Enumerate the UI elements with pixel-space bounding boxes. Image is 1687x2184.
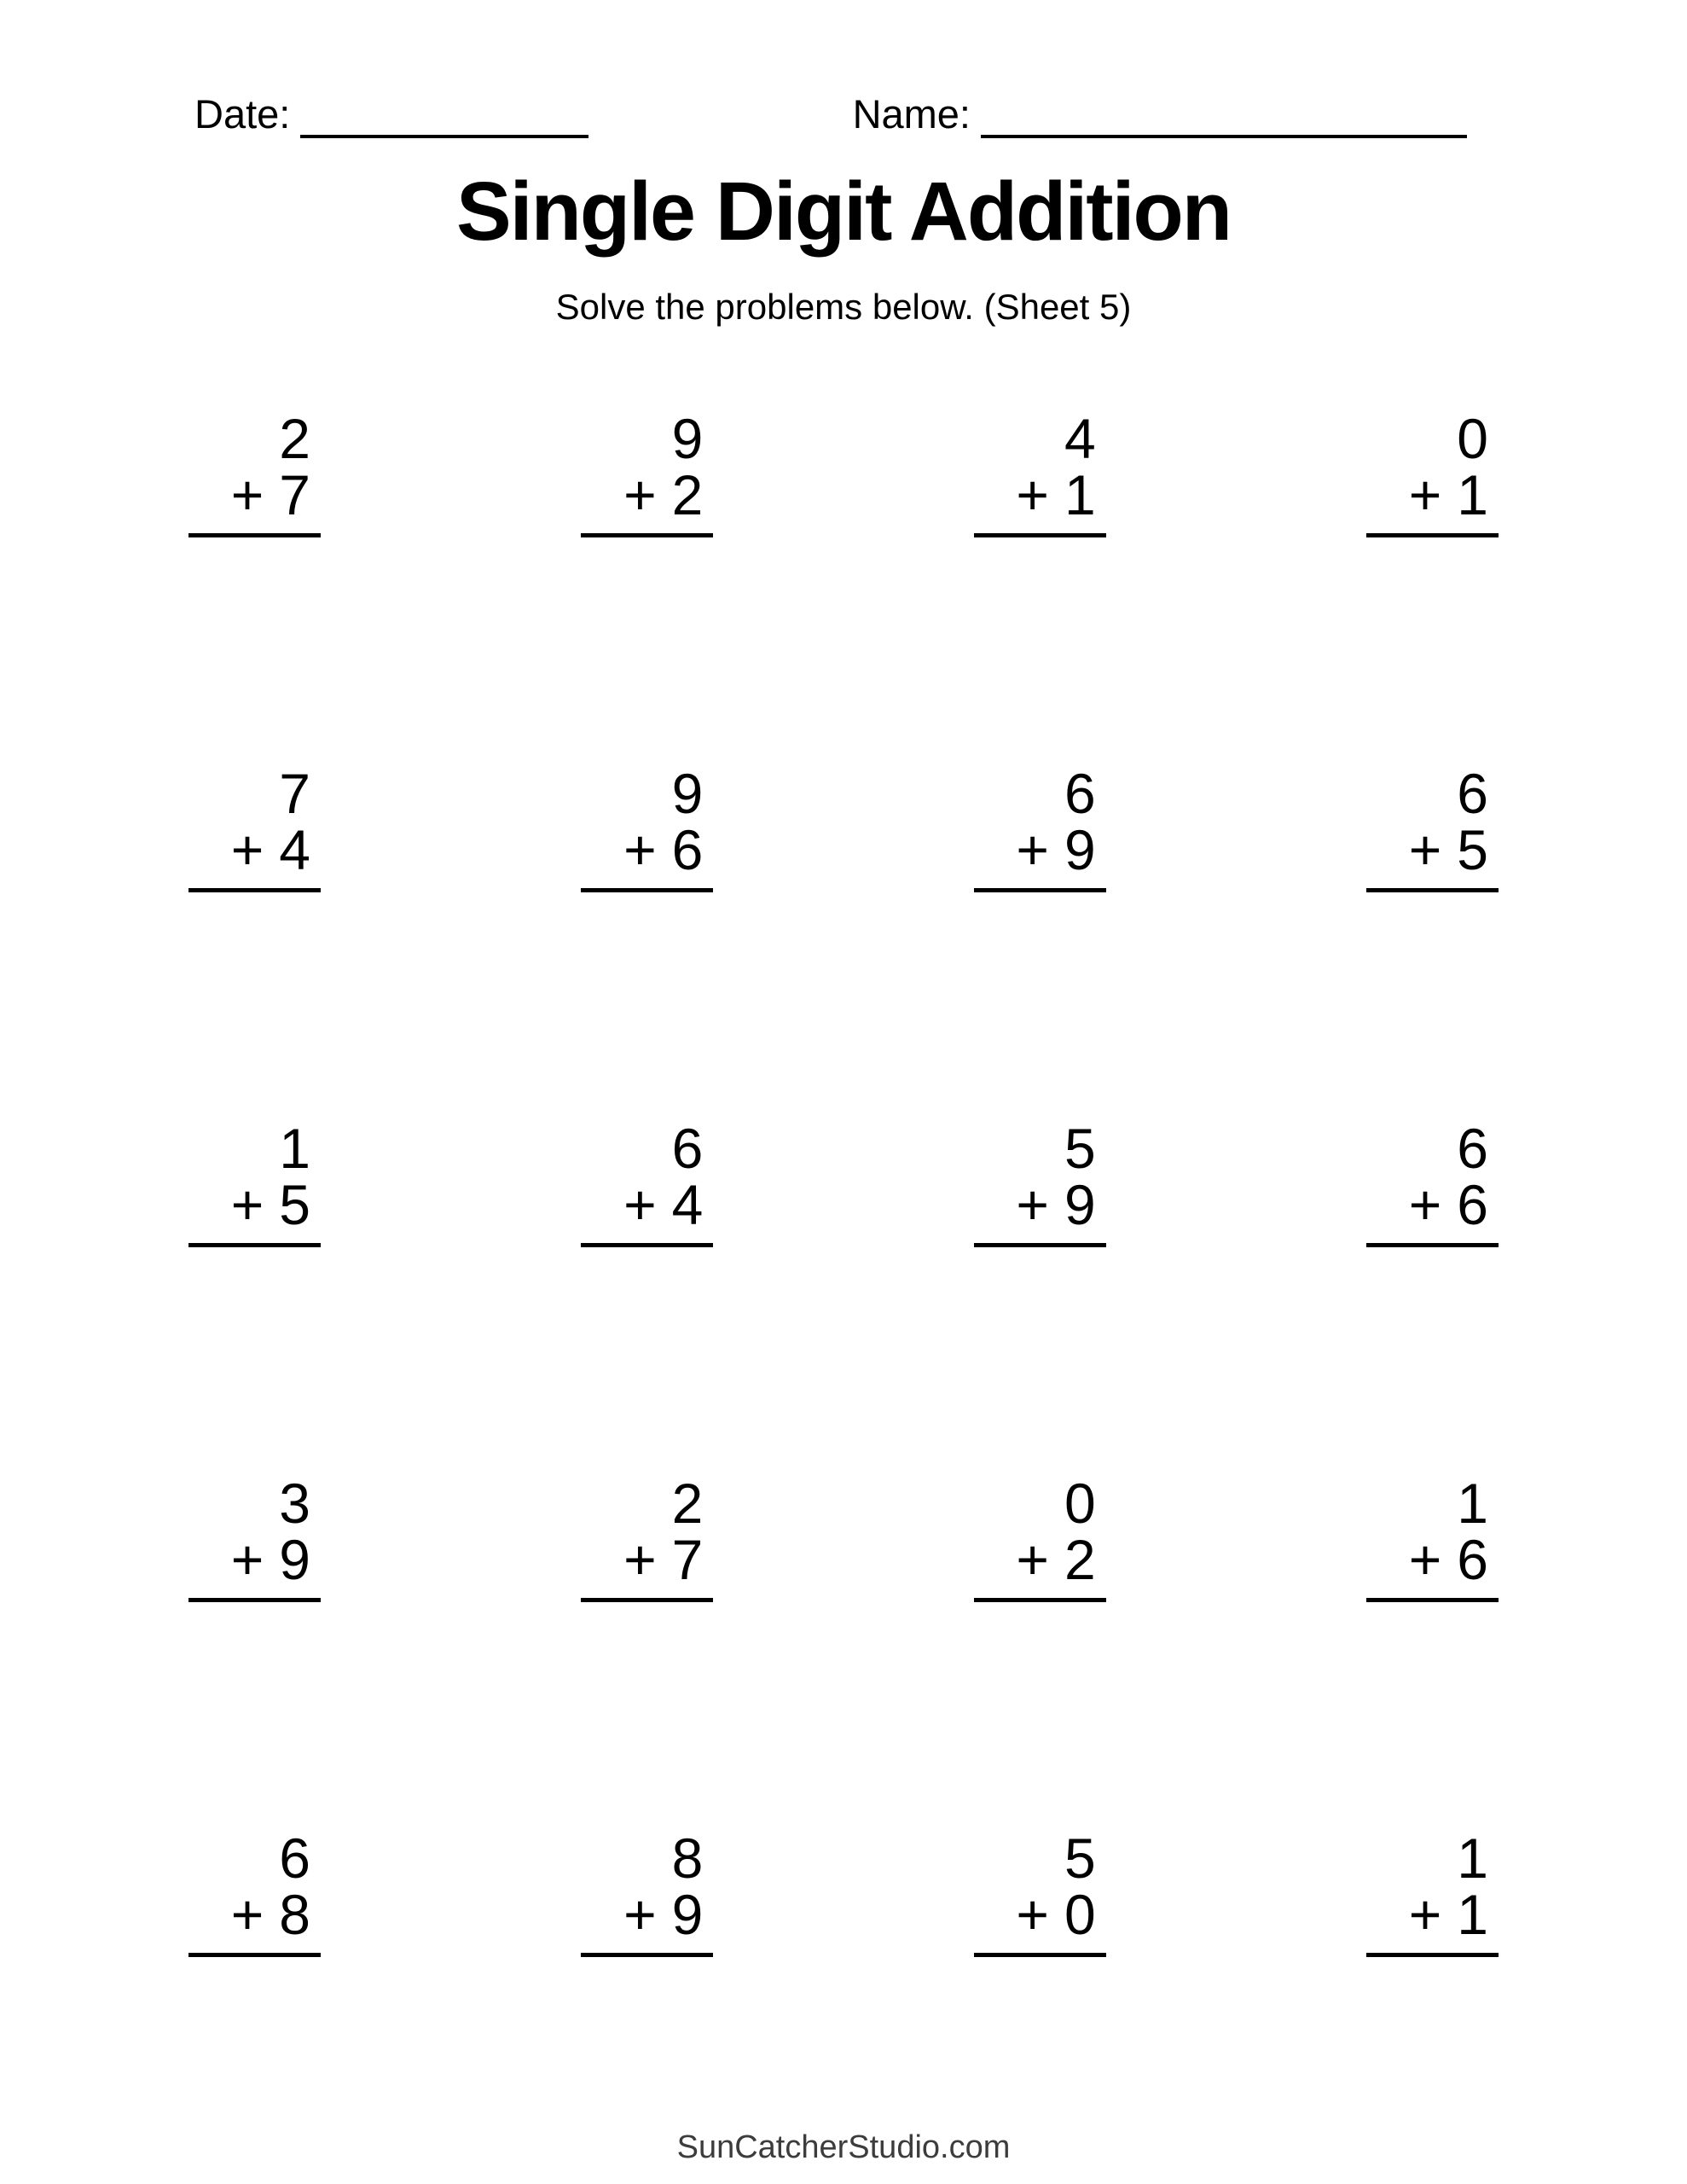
top-addend: 1	[1457, 1827, 1488, 1890]
bottom-addend: 5	[1457, 818, 1488, 881]
addition-problem	[581, 1827, 713, 1957]
answer-line	[1366, 888, 1499, 892]
top-addend: 6	[1457, 762, 1488, 825]
answer-line	[581, 888, 713, 892]
name-label: Name:	[852, 91, 971, 136]
plus-operator-icon: +	[230, 818, 264, 881]
top-addend: 6	[1457, 1117, 1488, 1180]
answer-line	[188, 533, 321, 537]
plus-operator-icon: +	[623, 1528, 657, 1591]
top-addend: 0	[1064, 1472, 1096, 1535]
addition-problem	[188, 1118, 321, 1247]
bottom-addend-row	[188, 819, 321, 880]
top-addend: 9	[671, 762, 704, 825]
bottom-addend-row	[974, 464, 1106, 526]
answer-line	[1366, 1598, 1499, 1602]
bottom-addend-row	[581, 1884, 713, 1945]
bottom-addend-row	[974, 819, 1106, 880]
answer-line	[974, 1598, 1106, 1602]
plus-operator-icon: +	[1408, 463, 1442, 526]
answer-line	[974, 1953, 1106, 1957]
answer-line	[974, 1243, 1106, 1247]
page-title: Single Digit Addition	[455, 165, 1232, 258]
bottom-addend-row	[974, 1884, 1106, 1945]
top-addend: 2	[279, 407, 310, 470]
bottom-addend: 8	[279, 1883, 310, 1946]
bottom-addend-row	[974, 1174, 1106, 1235]
addition-problem	[1366, 763, 1499, 892]
bottom-addend-row	[1366, 464, 1499, 526]
top-addend: 5	[1064, 1117, 1096, 1180]
bottom-addend: 9	[1064, 1173, 1096, 1236]
page-subtitle: Solve the problems below. (Sheet 5)	[555, 287, 1132, 327]
bottom-addend: 0	[1064, 1883, 1096, 1946]
top-addend: 6	[1064, 762, 1096, 825]
bottom-addend: 1	[1064, 463, 1096, 526]
answer-line	[188, 1953, 321, 1957]
bottom-addend: 9	[1064, 818, 1096, 881]
plus-operator-icon: +	[1408, 1173, 1442, 1236]
bottom-addend-row	[1366, 819, 1499, 880]
bottom-addend: 5	[279, 1173, 310, 1236]
plus-operator-icon: +	[623, 1173, 657, 1236]
addition-problem	[1366, 1118, 1499, 1247]
addition-problem	[974, 1827, 1106, 1957]
bottom-addend: 9	[671, 1883, 704, 1946]
top-addend: 4	[1064, 407, 1096, 470]
bottom-addend-row	[581, 464, 713, 526]
answer-line	[581, 533, 713, 537]
answer-line	[188, 888, 321, 892]
answer-line	[581, 1953, 713, 1957]
top-addend: 6	[279, 1827, 310, 1890]
bottom-addend-row	[1366, 1884, 1499, 1945]
answer-line	[1366, 1243, 1499, 1247]
name-field	[853, 90, 1467, 138]
bottom-addend: 1	[1457, 463, 1488, 526]
plus-operator-icon: +	[1016, 1883, 1049, 1946]
bottom-addend-row	[581, 1174, 713, 1235]
addition-problem	[1366, 1472, 1499, 1602]
answer-line	[974, 533, 1106, 537]
top-addend: 6	[671, 1117, 704, 1180]
top-addend: 1	[1457, 1472, 1488, 1535]
addition-problem	[1366, 1827, 1499, 1957]
addition-problem	[1366, 408, 1499, 537]
top-addend: 2	[671, 1472, 704, 1535]
plus-operator-icon: +	[1016, 1173, 1049, 1236]
plus-operator-icon: +	[230, 1173, 264, 1236]
addition-problem	[581, 408, 713, 537]
plus-operator-icon: +	[230, 1528, 264, 1591]
plus-operator-icon: +	[623, 818, 657, 881]
date-label: Date:	[194, 91, 291, 136]
bottom-addend-row	[188, 1174, 321, 1235]
top-addend: 1	[279, 1117, 310, 1180]
addition-problem	[581, 1118, 713, 1247]
top-addend: 0	[1457, 407, 1488, 470]
addition-problem	[188, 408, 321, 537]
top-addend: 9	[671, 407, 704, 470]
top-addend: 7	[279, 762, 310, 825]
answer-line	[974, 888, 1106, 892]
answer-line	[1366, 533, 1499, 537]
plus-operator-icon: +	[1016, 818, 1049, 881]
top-addend: 8	[671, 1827, 704, 1890]
addition-problem	[974, 408, 1106, 537]
website-credit: SunCatcherStudio.com	[676, 2129, 1011, 2165]
plus-operator-icon: +	[623, 463, 657, 526]
plus-operator-icon: +	[230, 1883, 264, 1946]
bottom-addend-row	[581, 1529, 713, 1590]
bottom-addend: 6	[671, 818, 704, 881]
bottom-addend-row	[581, 819, 713, 880]
plus-operator-icon: +	[1408, 1883, 1442, 1946]
plus-operator-icon: +	[1016, 463, 1049, 526]
addition-problem	[188, 1827, 321, 1957]
addition-problem	[974, 763, 1106, 892]
bottom-addend: 9	[279, 1528, 310, 1591]
plus-operator-icon: +	[1408, 818, 1442, 881]
bottom-addend: 4	[279, 818, 310, 881]
answer-line	[1366, 1953, 1499, 1957]
top-addend: 5	[1064, 1827, 1096, 1890]
addition-problem	[974, 1118, 1106, 1247]
date-blank-line	[300, 94, 588, 138]
bottom-addend: 2	[671, 463, 704, 526]
footer	[0, 2129, 1687, 2166]
answer-line	[581, 1598, 713, 1602]
addition-problem	[974, 1472, 1106, 1602]
bottom-addend-row	[188, 1884, 321, 1945]
bottom-addend-row	[188, 464, 321, 526]
bottom-addend-row	[1366, 1174, 1499, 1235]
addition-problem	[581, 763, 713, 892]
answer-line	[188, 1243, 321, 1247]
addition-problem	[188, 763, 321, 892]
problems-grid	[188, 408, 1499, 1957]
bottom-addend: 6	[1457, 1528, 1488, 1591]
answer-line	[581, 1243, 713, 1247]
answer-line	[188, 1598, 321, 1602]
plus-operator-icon: +	[1408, 1528, 1442, 1591]
bottom-addend-row	[1366, 1529, 1499, 1590]
header	[194, 90, 1467, 138]
date-field	[194, 90, 588, 138]
plus-operator-icon: +	[623, 1883, 657, 1946]
bottom-addend: 4	[671, 1173, 704, 1236]
plus-operator-icon: +	[1016, 1528, 1049, 1591]
bottom-addend: 6	[1457, 1173, 1488, 1236]
plus-operator-icon: +	[230, 463, 264, 526]
bottom-addend: 1	[1457, 1883, 1488, 1946]
bottom-addend: 7	[671, 1528, 704, 1591]
top-addend: 3	[279, 1472, 310, 1535]
bottom-addend-row	[974, 1529, 1106, 1590]
addition-problem	[581, 1472, 713, 1602]
name-blank-line	[981, 94, 1467, 138]
addition-problem	[188, 1472, 321, 1602]
bottom-addend: 2	[1064, 1528, 1096, 1591]
bottom-addend: 7	[279, 463, 310, 526]
bottom-addend-row	[188, 1529, 321, 1590]
